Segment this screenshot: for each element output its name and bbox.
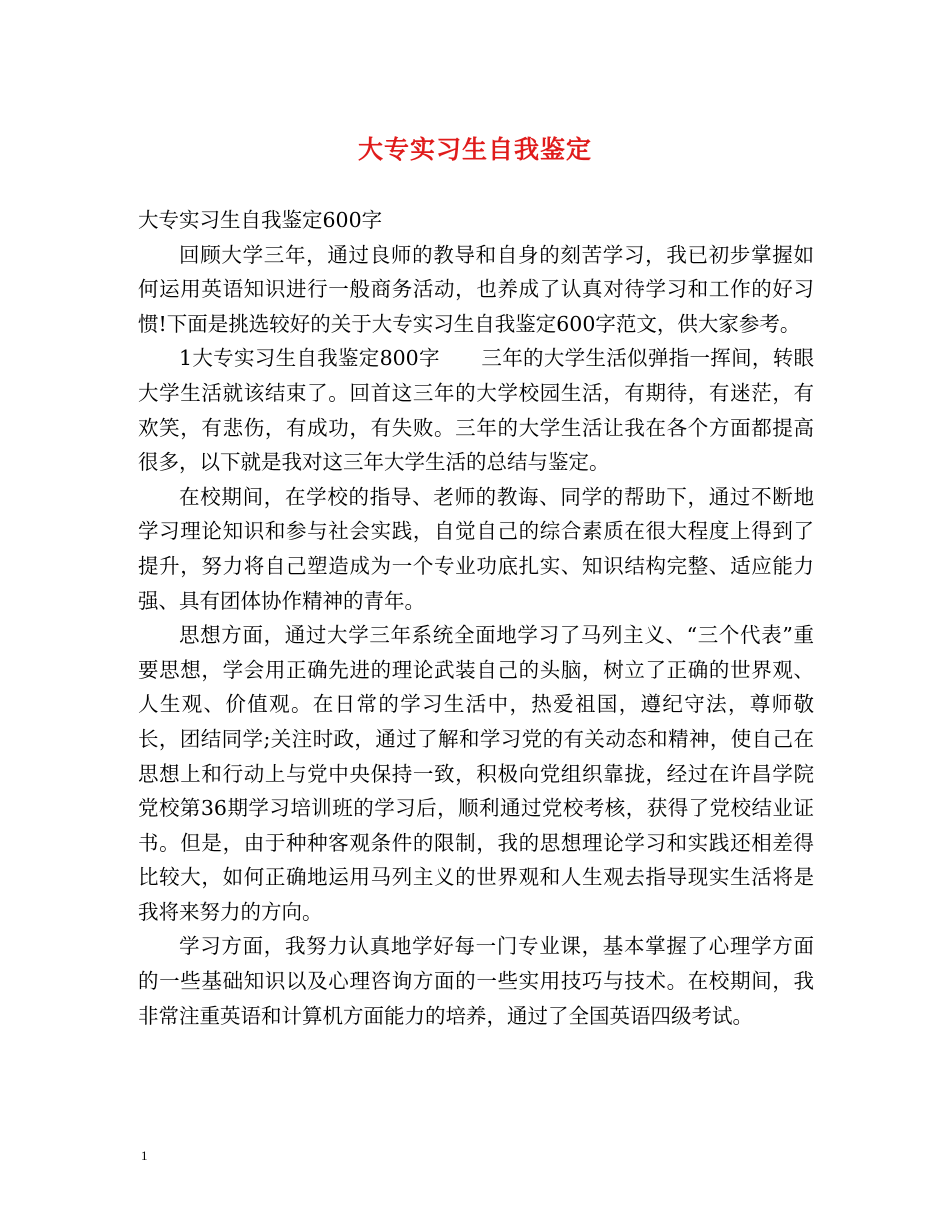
paragraph-intro: 回顾大学三年，通过良师的教导和自身的刻苦学习，我已初步掌握如何运用英语知识进行一般商务活动，也养成了认真对待学习和工作的好习惯!下面是挑选较好的关于大专实习生自我鉴定600字范文，供大家参考。 <box>138 242 814 336</box>
paragraph-school-period: 在校期间，在学校的指导、老师的教诲、同学的帮助下，通过不断地学习理论知识和参与社会实践，自觉自己的综合素质在很大程度上得到了提升，努力将自己塑造成为一个专业功底扎实、知识结构完整、适应能力强、具有团体协作精神的青年。 <box>138 484 814 613</box>
paragraph-study: 学习方面，我努力认真地学好每一门专业课，基本掌握了心理学方面的一些基础知识以及心理咨询方面的一些实用技巧与技术。在校期间，我非常注重英语和计算机方面能力的培养，通过了全国英语四级考试。 <box>138 934 814 1028</box>
paragraph-section-1: 1大专实习生自我鉴定800字 三年的大学生活似弹指一挥间，转眼大学生活就该结束了。回首这三年的大学校园生活，有期待，有迷茫，有欢笑，有悲伤，有成功，有失败。三年的大学生活让我在各个方面都提高很多，以下就是我对这三年大学生活的总结与鉴定。 <box>138 346 814 475</box>
document-body <box>138 203 814 1033</box>
document-subtitle: 大专实习生自我鉴定600字 <box>138 208 383 232</box>
document-title: 大专实习生自我鉴定 <box>357 135 592 164</box>
paragraph-ideology: 思想方面，通过大学三年系统全面地学习了马列主义、“三个代表”重要思想，学会用正确先进的理论武装自己的头脑，树立了正确的世界观、人生观、价值观。在日常的学习生活中，热爱祖国，遵纪守法，尊师敬长，团结同学;关注时政，通过了解和学习党的有关动态和精神，使自己在思想上和行动上与党中央保持一致，积极向党组织靠拢，经过在许昌学院党校第36期学习培训班的学习后，顺利通过党校考核，获得了党校结业证书。但是，由于种种客观条件的限制，我的思想理论学习和实践还相差得比较大，如何正确地运用马列主义的世界观和人生观去指导现实生活将是我将来努力的方向。 <box>138 623 814 924</box>
page-number: 1 <box>141 1148 148 1163</box>
